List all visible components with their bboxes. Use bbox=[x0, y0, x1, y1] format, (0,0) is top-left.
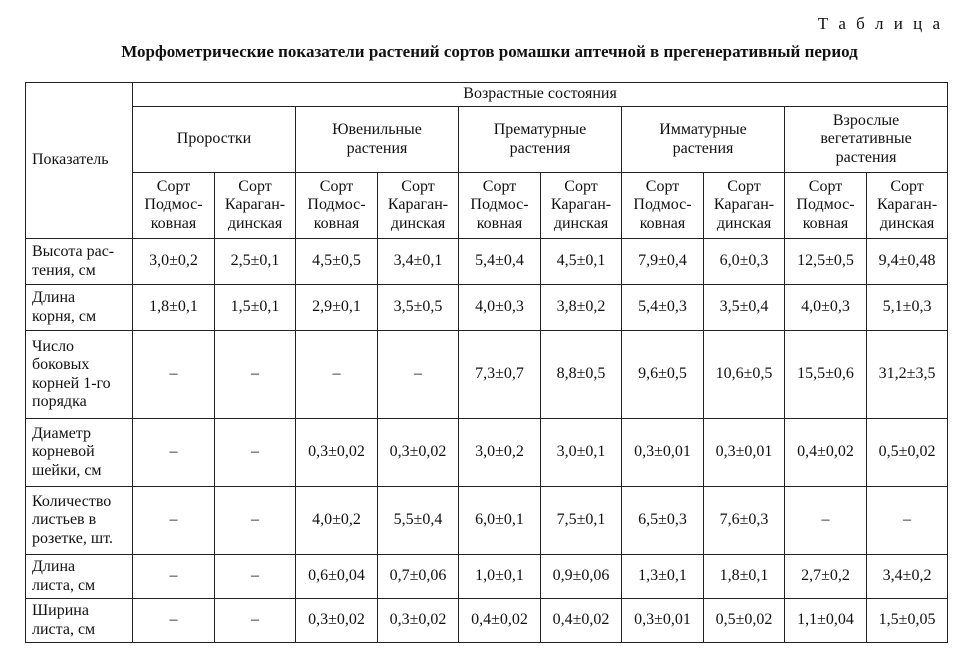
value-cell: 3,5±0,5 bbox=[378, 285, 459, 331]
stage-header-line: Взрослые bbox=[832, 111, 900, 129]
value-cell: 2,9±0,1 bbox=[296, 285, 378, 331]
row-label-line: листа, см bbox=[32, 620, 96, 638]
row-label bbox=[26, 285, 133, 331]
value-cell: – bbox=[378, 331, 459, 419]
stage-header-line: растения bbox=[672, 139, 734, 157]
value-cell: – bbox=[215, 555, 296, 599]
variety-header-line: Подмос- bbox=[470, 196, 529, 214]
value-cell: – bbox=[133, 487, 215, 555]
variety-podmoskovnaya-header bbox=[459, 173, 541, 239]
row-label bbox=[26, 239, 133, 285]
variety-karagandinskaya-header bbox=[215, 173, 296, 239]
variety-header-line: Сорт bbox=[727, 177, 761, 195]
value-cell: 1,5±0,1 bbox=[215, 285, 296, 331]
value-cell: 0,3±0,01 bbox=[704, 419, 785, 487]
value-cell: 0,3±0,01 bbox=[622, 599, 704, 643]
table-row bbox=[26, 419, 948, 487]
table-row bbox=[26, 239, 948, 285]
stage-header-line: Ювенильные bbox=[332, 121, 422, 139]
variety-header-line: ковная bbox=[150, 214, 197, 232]
variety-podmoskovnaya-header bbox=[296, 173, 378, 239]
value-cell: 3,0±0,2 bbox=[133, 239, 215, 285]
table-label: Т а б л и ц а bbox=[817, 14, 943, 33]
variety-header-line: ковная bbox=[639, 214, 686, 232]
row-label-line: корневой bbox=[32, 443, 95, 461]
row-label-line: порядка bbox=[32, 392, 87, 410]
variety-karagandinskaya-header bbox=[541, 173, 622, 239]
value-cell: 1,5±0,05 bbox=[867, 599, 948, 643]
stage-header bbox=[459, 107, 622, 173]
value-cell: 0,4±0,02 bbox=[459, 599, 541, 643]
value-cell: – bbox=[215, 599, 296, 643]
variety-header-line: динская bbox=[716, 214, 772, 232]
stage-header-line: Имматурные bbox=[659, 121, 747, 139]
value-cell: 4,0±0,2 bbox=[296, 487, 378, 555]
variety-podmoskovnaya-header bbox=[133, 173, 215, 239]
variety-header-line: динская bbox=[227, 214, 283, 232]
value-cell: – bbox=[133, 331, 215, 419]
stage-header-line: вегетативные bbox=[820, 130, 912, 148]
value-cell: 7,6±0,3 bbox=[704, 487, 785, 555]
row-label-line: корня, см bbox=[32, 307, 97, 325]
stage-header bbox=[296, 107, 459, 173]
value-cell: 1,1±0,04 bbox=[785, 599, 867, 643]
value-cell: 4,5±0,5 bbox=[296, 239, 378, 285]
value-cell: – bbox=[296, 331, 378, 419]
row-label-line: Длина bbox=[32, 558, 76, 576]
value-cell: 3,0±0,2 bbox=[459, 419, 541, 487]
row-label-line: Количество bbox=[32, 492, 112, 510]
variety-header-line: Сорт bbox=[482, 177, 517, 195]
value-cell: – bbox=[215, 419, 296, 487]
value-cell: 3,0±0,1 bbox=[541, 419, 622, 487]
age-states-header: Возрастные состояния bbox=[133, 83, 948, 107]
variety-header-line: динская bbox=[390, 214, 446, 232]
stage-header-line: растения bbox=[835, 148, 897, 166]
value-cell: 5,4±0,3 bbox=[622, 285, 704, 331]
stage-header bbox=[133, 107, 296, 173]
value-cell: 5,5±0,4 bbox=[378, 487, 459, 555]
row-label bbox=[26, 331, 133, 419]
variety-header-line: динская bbox=[553, 214, 609, 232]
row-label-line: шейки, см bbox=[32, 461, 102, 479]
value-cell: 0,3±0,02 bbox=[296, 599, 378, 643]
variety-header-line: Подмос- bbox=[144, 196, 203, 214]
stage-header bbox=[785, 107, 948, 173]
value-cell: 7,5±0,1 bbox=[541, 487, 622, 555]
row-label-line: корней 1-го bbox=[32, 374, 111, 392]
value-cell: 0,5±0,02 bbox=[704, 599, 785, 643]
stage-header bbox=[622, 107, 785, 173]
variety-podmoskovnaya-header bbox=[785, 173, 867, 239]
variety-header-line: ковная bbox=[476, 214, 523, 232]
variety-header-line: Сорт bbox=[808, 177, 843, 195]
variety-karagandinskaya-header bbox=[867, 173, 948, 239]
value-cell: – bbox=[133, 419, 215, 487]
variety-header-line: ковная bbox=[802, 214, 849, 232]
value-cell: 0,4±0,02 bbox=[541, 599, 622, 643]
variety-header-line: ковная bbox=[313, 214, 360, 232]
variety-header-line: Подмос- bbox=[307, 196, 366, 214]
stage-header-line: Проростки bbox=[176, 130, 252, 148]
row-label-line: Длина bbox=[32, 289, 76, 307]
value-cell: 3,4±0,1 bbox=[378, 239, 459, 285]
variety-header-line: Караган- bbox=[713, 196, 775, 214]
variety-header-line: динская bbox=[879, 214, 935, 232]
row-label-line: боковых bbox=[32, 356, 90, 374]
value-cell: 0,4±0,02 bbox=[785, 419, 867, 487]
value-cell: 1,3±0,1 bbox=[622, 555, 704, 599]
variety-header-line: Сорт bbox=[890, 177, 924, 195]
row-label-line: листа, см bbox=[32, 576, 96, 594]
row-label-line: Ширина bbox=[32, 602, 89, 620]
value-cell: – bbox=[215, 331, 296, 419]
row-label bbox=[26, 487, 133, 555]
row-label-line: листьев в bbox=[32, 511, 97, 529]
value-cell: – bbox=[785, 487, 867, 555]
value-cell: 3,5±0,4 bbox=[704, 285, 785, 331]
table-row bbox=[26, 599, 948, 643]
variety-karagandinskaya-header bbox=[704, 173, 785, 239]
value-cell: 4,0±0,3 bbox=[459, 285, 541, 331]
variety-header-line: Караган- bbox=[224, 196, 286, 214]
stage-header-line: растения bbox=[509, 139, 571, 157]
value-cell: 6,0±0,3 bbox=[704, 239, 785, 285]
row-label-line: Диаметр bbox=[32, 424, 91, 442]
row-label bbox=[26, 599, 133, 643]
value-cell: – bbox=[215, 487, 296, 555]
value-cell: 9,6±0,5 bbox=[622, 331, 704, 419]
value-cell: 7,3±0,7 bbox=[459, 331, 541, 419]
variety-karagandinskaya-header bbox=[378, 173, 459, 239]
value-cell: 0,9±0,06 bbox=[541, 555, 622, 599]
value-cell: 10,6±0,5 bbox=[704, 331, 785, 419]
value-cell: 4,0±0,3 bbox=[785, 285, 867, 331]
value-cell: – bbox=[133, 555, 215, 599]
value-cell: – bbox=[867, 487, 948, 555]
row-label-line: Высота рас- bbox=[32, 243, 115, 261]
variety-header-line: Караган- bbox=[876, 196, 938, 214]
stage-header-line: Прематурные bbox=[493, 121, 587, 139]
param-header: Показатель bbox=[26, 83, 133, 239]
value-cell: 1,0±0,1 bbox=[459, 555, 541, 599]
value-cell: 9,4±0,48 bbox=[867, 239, 948, 285]
stage-header-line: растения bbox=[346, 139, 408, 157]
value-cell: 4,5±0,1 bbox=[541, 239, 622, 285]
row-label-line: розетке, шт. bbox=[32, 529, 113, 547]
value-cell: 0,6±0,04 bbox=[296, 555, 378, 599]
table-row bbox=[26, 285, 948, 331]
value-cell: 6,0±0,1 bbox=[459, 487, 541, 555]
value-cell: 0,7±0,06 bbox=[378, 555, 459, 599]
table-row bbox=[26, 331, 948, 419]
value-cell: 3,8±0,2 bbox=[541, 285, 622, 331]
variety-header-line: Сорт bbox=[319, 177, 354, 195]
value-cell: 0,3±0,02 bbox=[296, 419, 378, 487]
value-cell: 1,8±0,1 bbox=[704, 555, 785, 599]
variety-header-line: Сорт bbox=[156, 177, 191, 195]
value-cell: 7,9±0,4 bbox=[622, 239, 704, 285]
value-cell: 1,8±0,1 bbox=[133, 285, 215, 331]
table-row bbox=[26, 487, 948, 555]
value-cell: 6,5±0,3 bbox=[622, 487, 704, 555]
table-title: Морфометрические показатели растений сортов ромашки аптечной в прегенеративный период bbox=[121, 42, 858, 61]
value-cell: 0,3±0,02 bbox=[378, 419, 459, 487]
value-cell: 0,3±0,01 bbox=[622, 419, 704, 487]
value-cell: 5,1±0,3 bbox=[867, 285, 948, 331]
value-cell: 12,5±0,5 bbox=[785, 239, 867, 285]
variety-header-line: Караган- bbox=[550, 196, 612, 214]
value-cell: 0,3±0,02 bbox=[378, 599, 459, 643]
variety-header-line: Сорт bbox=[238, 177, 272, 195]
value-cell: 0,5±0,02 bbox=[867, 419, 948, 487]
variety-header-line: Сорт bbox=[564, 177, 598, 195]
variety-header-line: Подмос- bbox=[633, 196, 692, 214]
value-cell: 5,4±0,4 bbox=[459, 239, 541, 285]
value-cell: 2,7±0,2 bbox=[785, 555, 867, 599]
variety-podmoskovnaya-header bbox=[622, 173, 704, 239]
table-row bbox=[26, 555, 948, 599]
row-label bbox=[26, 419, 133, 487]
value-cell: 2,5±0,1 bbox=[215, 239, 296, 285]
row-label-line: тения, см bbox=[32, 261, 96, 279]
variety-header-line: Сорт bbox=[645, 177, 680, 195]
value-cell: 8,8±0,5 bbox=[541, 331, 622, 419]
value-cell: – bbox=[133, 599, 215, 643]
value-cell: 31,2±3,5 bbox=[867, 331, 948, 419]
variety-header-line: Караган- bbox=[387, 196, 449, 214]
value-cell: 3,4±0,2 bbox=[867, 555, 948, 599]
row-label-line: Число bbox=[32, 337, 75, 355]
morphometric-table bbox=[25, 82, 948, 643]
variety-header-line: Сорт bbox=[401, 177, 435, 195]
variety-header-line: Подмос- bbox=[796, 196, 855, 214]
row-label bbox=[26, 555, 133, 599]
value-cell: 15,5±0,6 bbox=[785, 331, 867, 419]
